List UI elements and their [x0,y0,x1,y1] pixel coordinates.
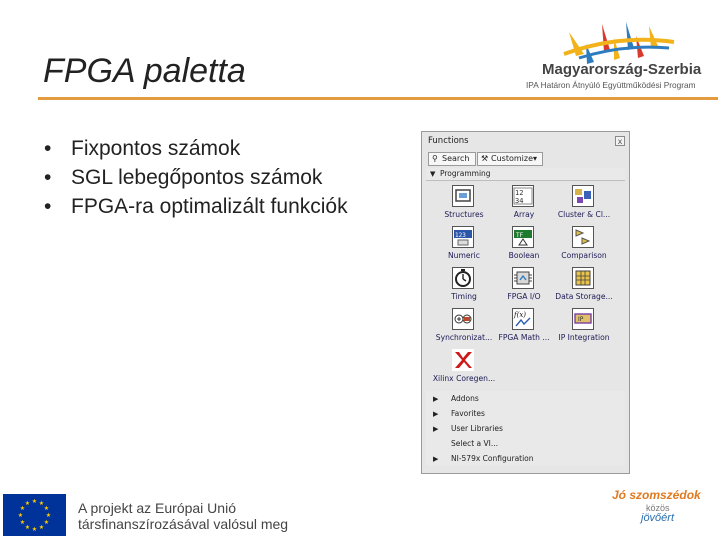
category-addons[interactable] [426,391,625,407]
palette-item-label: Timing [451,292,477,301]
svg-text:123: 123 [455,232,466,239]
numeric-icon [452,226,474,248]
palette-item-data-storage[interactable] [552,264,616,304]
palette-item-label: Cluster & Cl... [557,210,611,219]
slogan-line2: közös [646,503,670,513]
bullet-list [40,134,370,221]
slogan-line1: Jó szomszédok [612,488,701,502]
palette-item-label: Numeric [448,251,480,260]
fpga-io-icon [512,267,534,289]
category-label: User Libraries [451,424,503,433]
svg-text:★: ★ [24,500,31,507]
collapsed-arrow-icon: ▶ [433,410,439,418]
wrench-icon: ⚒ [481,154,489,163]
palette-item-label: FPGA I/O [507,292,541,301]
collapsed-arrow-icon: ▶ [433,455,439,463]
category-label: Select a VI... [451,439,498,448]
svg-text:★: ★ [38,500,45,507]
palette-item-fpga-io[interactable] [492,264,556,304]
customize-button[interactable] [477,152,543,166]
palette-item-label: Synchronizat... [435,333,493,342]
svg-text:★: ★ [38,524,45,531]
svg-text:★: ★ [45,512,52,519]
palette-title: Functions [428,136,469,146]
eu-caption-line2: társfinanszírozásával valósul meg [78,516,289,532]
palette-item-array[interactable] [492,182,556,222]
svg-text:★: ★ [24,524,31,531]
synchronization-icon [452,308,474,330]
svg-text:12: 12 [515,189,524,197]
bullet-text: SGL lebegőpontos számok [71,166,323,189]
category-favorites[interactable] [426,406,625,422]
palette-item-numeric[interactable] [432,223,496,263]
ip-integration-icon [572,308,594,330]
array-icon [512,185,534,207]
svg-text:f(x): f(x) [514,311,527,319]
palette-item-boolean[interactable] [492,223,556,263]
category-programming[interactable] [426,168,625,181]
palette-item-synchronization[interactable] [432,305,496,345]
palette-item-label: FPGA Math ... [498,333,550,342]
bullet-text: FPGA-ra optimalizált funkciók [71,195,348,218]
comparison-icon [572,226,594,248]
palette-item-label: Data Storage... [555,292,613,301]
bullet-item [40,163,370,192]
slide-title: FPGA paletta [43,52,246,90]
data-storage-icon [572,267,594,289]
bullet-item [40,134,370,163]
category-label: Favorites [451,409,485,418]
eu-caption-line1: A projekt az Európai Unió [78,500,236,516]
category-label: Programming [440,169,491,178]
svg-text:★: ★ [17,512,24,519]
palette-item-comparison[interactable] [552,223,616,263]
palette-item-fpga-math[interactable] [492,305,556,345]
category-ni-579x-configuration[interactable] [426,451,625,466]
slogan-line3: jövőért [641,512,675,524]
fpga-math-icon [512,308,534,330]
svg-text:★: ★ [31,498,38,505]
palette-item-timing[interactable] [432,264,496,304]
cluster-icon [572,185,594,207]
svg-text:★: ★ [19,519,26,526]
palette-item-label: Boolean [508,251,540,260]
palette-item-structures[interactable] [432,182,496,222]
category-user-libraries[interactable] [426,421,625,437]
palette-item-xilinx-coregen[interactable] [432,346,496,386]
logo-name: Magyarország-Szerbia [542,61,702,78]
close-icon[interactable]: x [615,136,625,146]
select-a-vi-item[interactable] [426,436,625,452]
palette-item-ip-integration[interactable] [552,305,616,345]
palette-item-label: IP Integration [558,333,610,342]
svg-text:TF: TF [516,232,524,239]
logo-subtitle: IPA Határon Átnyúló Együttműködési Program [526,80,696,90]
bullet-dot: • [44,137,52,160]
xilinx-coregen-icon [452,349,474,371]
timing-icon [452,267,474,289]
expanded-arrow-icon: ▼ [430,170,436,178]
palette-item-label: Comparison [561,251,607,260]
bullet-dot: • [44,195,52,218]
palette-item-label: Xilinx Coregen... [432,374,496,383]
search-button[interactable] [428,152,476,166]
bullet-text: Fixpontos számok [71,137,241,160]
svg-text:★: ★ [31,526,38,533]
search-icon: ⚲ [432,154,438,163]
collapsed-arrow-icon: ▶ [433,395,439,403]
category-label: Addons [451,394,479,403]
palette-item-label: Array [513,210,535,219]
collapsed-arrow-icon: ▶ [433,425,439,433]
category-label: NI-579x Configuration [451,454,534,463]
functions-palette [421,131,630,474]
svg-text:★: ★ [43,505,50,512]
svg-text:★: ★ [43,519,50,526]
search-button-label: Search [442,154,470,163]
eu-flag-logo [3,494,66,536]
structures-icon [452,185,474,207]
title-divider [38,97,718,100]
palette-item-label: Structures [444,210,484,219]
svg-text:IP: IP [578,316,584,323]
boolean-icon [512,226,534,248]
palette-item-cluster[interactable] [552,182,616,222]
svg-text:★: ★ [19,505,26,512]
bullet-dot: • [44,166,52,189]
svg-text:34: 34 [515,197,524,205]
customize-button-label: Customize▾ [491,154,538,163]
bullet-item [40,192,370,221]
